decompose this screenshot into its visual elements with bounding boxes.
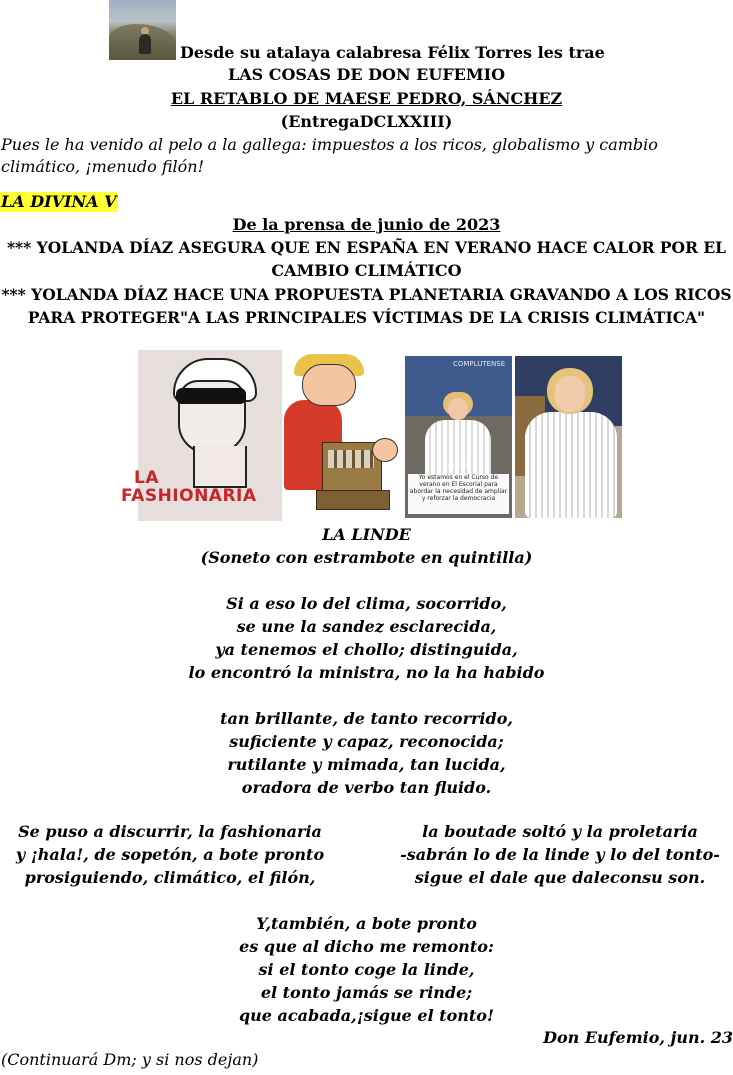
poster-word-1: LA (134, 468, 159, 488)
series-title: LAS COSAS DE DON EUFEMIO (227, 65, 506, 84)
verse: oradora de verbo tan fluido. (241, 778, 492, 797)
verse: Y,también, a bote pronto (256, 914, 477, 933)
video-caption: Yo estamos en el Curso de verano en El Escorial para abordar la necesidad de ampliar y reforzar la democracia (408, 474, 509, 514)
author-line: Desde su atalaya calabresa Félix Torres les trae (180, 43, 605, 62)
stanza-3 (0, 820, 340, 889)
verse: suficiente y capaz, reconocida; (229, 732, 504, 751)
stanza-4 (390, 820, 730, 889)
press-item-1-line-1: *** YOLANDA DÍAZ ASEGURA QUE EN ESPAÑA EN VERANO HACE CALOR POR EL (6, 238, 727, 257)
stanza-1 (0, 592, 733, 684)
verse: prosiguiendo, climático, el filón, (24, 868, 316, 887)
author-photo (109, 0, 176, 60)
stanza-2 (0, 707, 733, 799)
video-still-image (405, 356, 512, 518)
article-title: EL RETABLO DE MAESE PEDRO, SÁNCHEZ (170, 89, 563, 108)
press-item-1-line-2: CAMBIO CLIMÁTICO (271, 261, 462, 280)
video-wall-text: COMPLUTENSE (453, 360, 506, 368)
verse: rutilante y mimada, tan lucida, (227, 755, 506, 774)
verse: y ¡hala!, de sopetón, a bote pronto (15, 845, 325, 864)
verse: -sabrán lo de la linde y lo del tonto- (400, 845, 720, 864)
fashionaria-poster-image (121, 350, 282, 521)
signature: Don Eufemio, jun. 23 (543, 1028, 733, 1047)
press-item-2-line-1: *** YOLANDA DÍAZ HACE UNA PROPUESTA PLANETARIA GRAVANDO A LOS RICOS (1, 285, 732, 304)
verse: lo encontró la ministra, no la ha habido (188, 663, 545, 682)
verse: Si a eso lo del clima, socorrido, (226, 594, 507, 613)
photo-white-dress-image (515, 356, 622, 518)
press-heading: De la prensa de junio de 2023 (232, 215, 501, 234)
verse: que acabada,¡sigue el tonto! (238, 1006, 494, 1025)
verse: es que al dicho me remonto: (239, 937, 494, 956)
estrambote (0, 912, 733, 1027)
verse: Se puso a discurrir, la fashionaria (18, 822, 322, 841)
verse: si el tonto coge la linde, (258, 960, 475, 979)
poster-word-2: FASHIONARIA (121, 486, 257, 506)
poem-title: LA LINDE (322, 525, 411, 544)
press-item-2-line-2: PARA PROTEGER"A LAS PRINCIPALES VÍCTIMAS DE LA CRISIS CLIMÁTICA" (27, 308, 706, 327)
verse: la boutade soltó y la proletaria (422, 822, 698, 841)
verse: se une la sandez esclarecida, (236, 617, 497, 636)
footer-note: (Continuará Dm; y si nos dejan) (1, 1050, 259, 1069)
intro-text: Pues le ha venido al pelo a la gallega: impuestos a los ricos, globalismo y cambio climático, ¡menudo filón! (1, 135, 658, 176)
verse: el tonto jamás se rinde; (260, 983, 473, 1002)
verse: tan brillante, de tanto recorrido, (220, 709, 513, 728)
cash-register-cartoon-image (282, 350, 403, 521)
verse: ya tenemos el chollo; distinguida, (215, 640, 518, 659)
poem-subtitle: (Soneto con estrambote en quintilla) (200, 548, 533, 567)
section-label: LA DIVINA V (1, 192, 117, 211)
verse: sigue el dale que daleconsu son. (414, 868, 706, 887)
entrega-number: (EntregaDCLXXIII) (280, 112, 453, 131)
youtube-label: YouTube (446, 462, 471, 469)
